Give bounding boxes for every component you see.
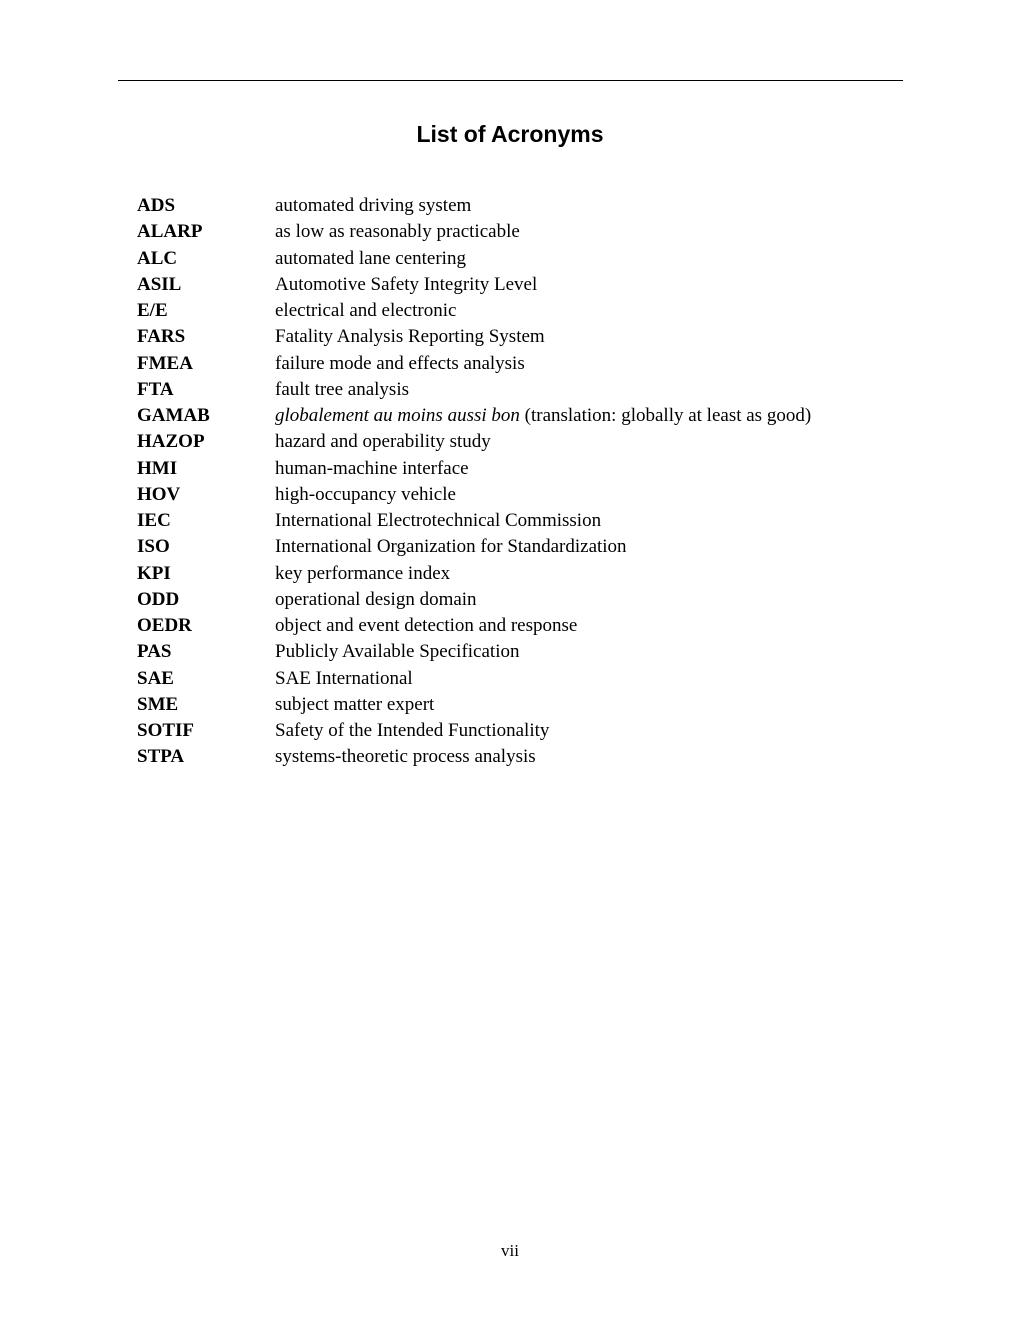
acronym-row-fmea xyxy=(137,351,897,377)
acronym-definition: high-occupancy vehicle xyxy=(275,483,456,505)
acronym-definition: automated lane centering xyxy=(275,247,466,269)
acronym-term: FARS xyxy=(137,326,186,348)
acronym-term: FMEA xyxy=(137,352,193,374)
acronym-term: FTA xyxy=(137,378,174,400)
header-rule xyxy=(118,80,903,81)
acronym-definition: failure mode and effects analysis xyxy=(275,352,525,374)
acronym-definition: Publicly Available Specification xyxy=(275,641,520,663)
acronym-row-asil xyxy=(137,272,897,298)
acronym-row-iec xyxy=(137,508,897,534)
acronym-definition: object and event detection and response xyxy=(275,615,578,636)
acronym-term: IEC xyxy=(137,510,171,531)
acronym-term: ALARP xyxy=(137,221,203,243)
acronym-definition-italic: globalement au moins aussi bon xyxy=(275,405,520,426)
acronym-row-hmi xyxy=(137,456,897,482)
acronym-term: SOTIF xyxy=(137,720,195,741)
acronym-definition: International Organization for Standardization xyxy=(275,536,627,558)
acronym-row-fta xyxy=(137,377,897,403)
acronym-definition: key performance index xyxy=(275,562,451,584)
acronym-definition: as low as reasonably practicable xyxy=(275,221,520,243)
acronym-definition: automated driving system xyxy=(275,195,472,216)
acronym-row-sotif xyxy=(137,718,897,744)
acronym-definition: Safety of the Intended Functionality xyxy=(275,720,550,741)
acronym-row-gamab xyxy=(137,403,897,429)
acronym-definition: hazard and operability study xyxy=(275,431,491,453)
page-title: List of Acronyms xyxy=(416,121,604,147)
acronym-definition: Fatality Analysis Reporting System xyxy=(275,326,545,348)
acronym-list xyxy=(137,193,897,771)
acronym-row-ads xyxy=(137,193,897,219)
acronym-definition xyxy=(275,403,811,429)
acronym-term: SAE xyxy=(137,667,174,689)
page-number: vii xyxy=(501,1241,519,1260)
acronym-term: HAZOP xyxy=(137,431,205,453)
acronym-term: ALC xyxy=(137,247,178,269)
acronym-definition: subject matter expert xyxy=(275,693,435,715)
acronym-row-pas xyxy=(137,639,897,665)
acronym-term: ADS xyxy=(137,195,176,216)
acronym-term: PAS xyxy=(137,641,172,663)
acronym-definition: fault tree analysis xyxy=(275,378,410,400)
acronym-term: HOV xyxy=(137,483,181,505)
acronym-definition: operational design domain xyxy=(275,588,477,610)
acronym-row-fars xyxy=(137,324,897,350)
acronym-row-sme xyxy=(137,692,897,718)
acronym-row-alarp xyxy=(137,219,897,245)
acronym-row-hazop xyxy=(137,429,897,455)
acronym-term: KPI xyxy=(137,562,171,584)
acronym-row-ee xyxy=(137,298,897,324)
acronym-row-sae xyxy=(137,666,897,692)
acronym-term: ODD xyxy=(137,588,180,610)
acronym-definition: International Electrotechnical Commission xyxy=(275,510,602,531)
acronym-definition-rest: (translation: globally at least as good) xyxy=(519,405,812,426)
acronym-term: OEDR xyxy=(137,615,192,636)
acronym-row-iso xyxy=(137,534,897,560)
acronym-row-odd xyxy=(137,587,897,613)
acronym-row-stpa xyxy=(137,744,897,770)
acronym-term: ASIL xyxy=(137,273,182,295)
acronym-term: GAMAB xyxy=(137,405,210,426)
acronym-definition: human-machine interface xyxy=(275,457,469,479)
acronym-row-alc xyxy=(137,246,897,272)
acronym-row-hov xyxy=(137,482,897,508)
acronym-term: E/E xyxy=(137,300,168,321)
acronym-row-oedr xyxy=(137,613,897,639)
acronym-row-kpi xyxy=(137,561,897,587)
acronym-definition: electrical and electronic xyxy=(275,300,457,321)
acronym-term: STPA xyxy=(137,746,185,768)
acronym-definition: systems-theoretic process analysis xyxy=(275,746,536,768)
acronym-definition: Automotive Safety Integrity Level xyxy=(275,273,538,295)
acronym-term: HMI xyxy=(137,457,178,479)
acronym-term: SME xyxy=(137,693,179,715)
acronym-term: ISO xyxy=(137,536,170,558)
acronym-definition: SAE International xyxy=(275,667,413,689)
